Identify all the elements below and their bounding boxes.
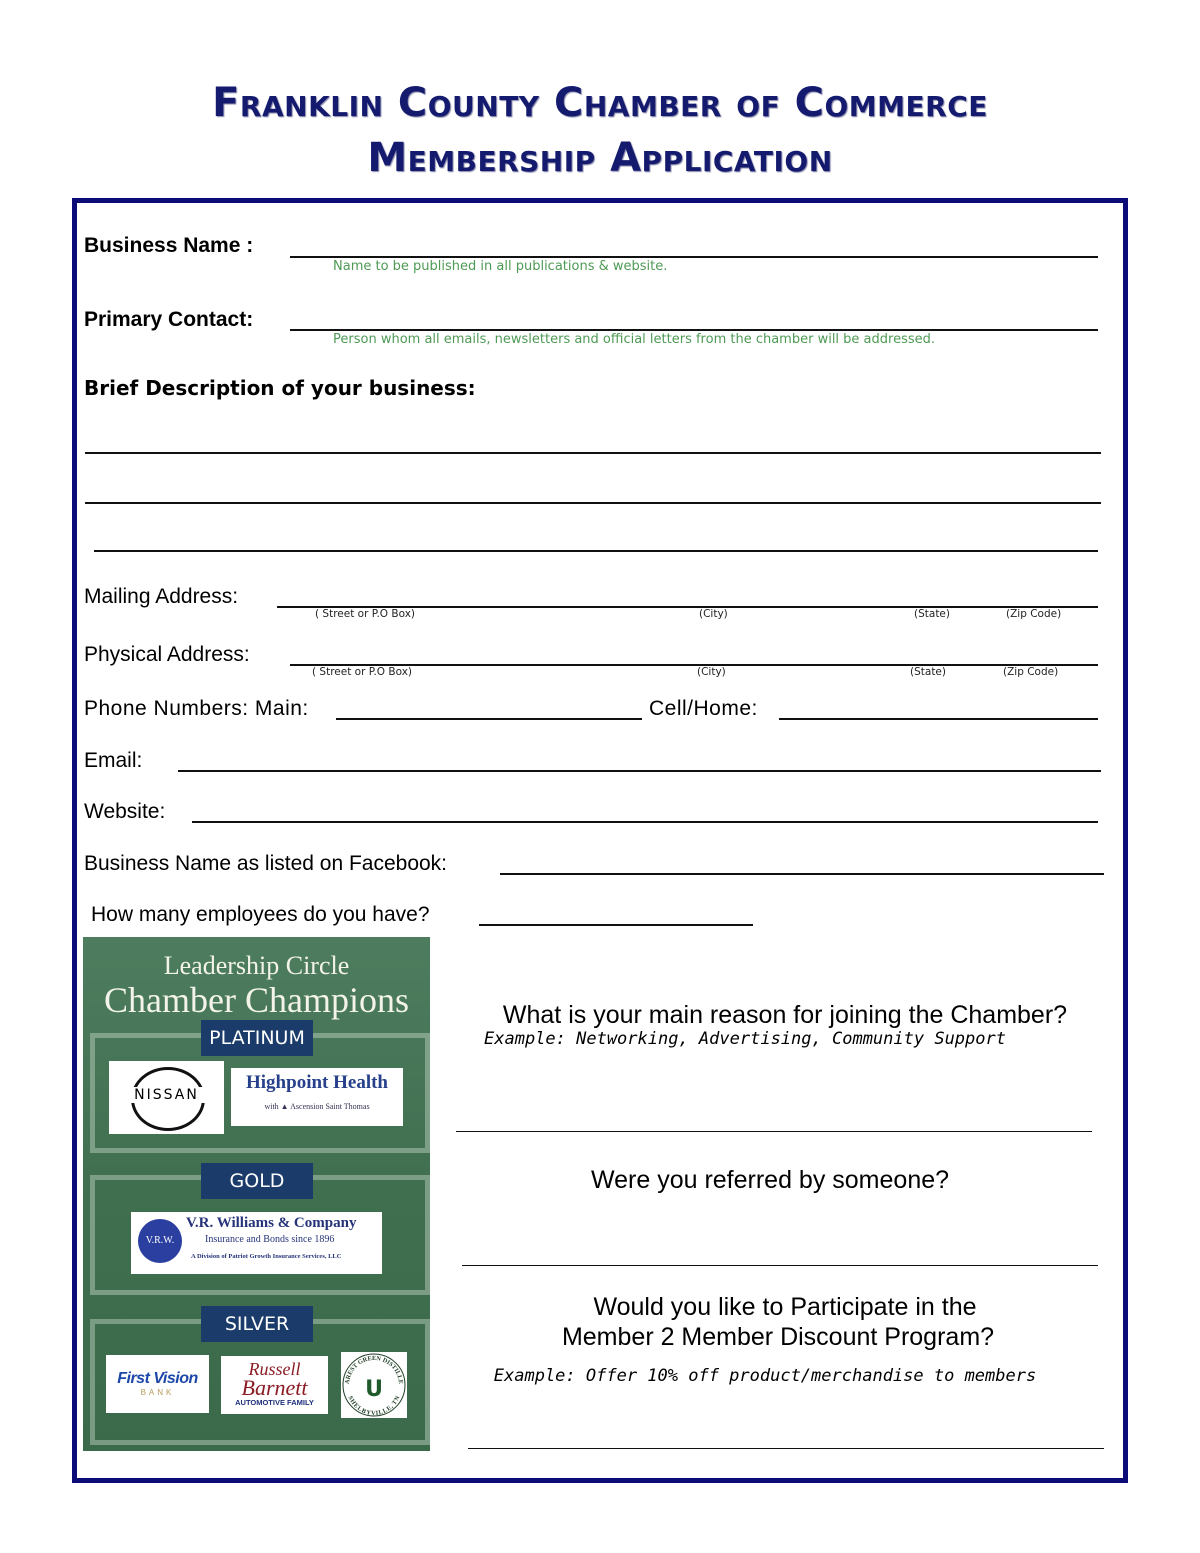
title-line-1: Franklin County Chamber of Commerce [212, 80, 988, 126]
automotive-family-text: AUTOMOTIVE FAMILY [235, 1398, 314, 1407]
vr-williams-text: V.R. Williams & Company [186, 1215, 357, 1231]
reason-answer-field[interactable] [456, 1131, 1092, 1132]
vrw-seal: V.R.W. [138, 1219, 182, 1263]
barnett-text: Barnett [241, 1375, 308, 1400]
highpoint-health-text: Highpoint Health [246, 1072, 388, 1093]
question-m2m-line1: Would you like to Participate in the [593, 1293, 977, 1321]
chamber-champions-graphic [83, 937, 430, 1451]
highpoint-health-logo: Highpoint Health with ▲ Ascension Saint Thomas [231, 1068, 403, 1126]
first-vision-text: First Vision [117, 1370, 198, 1387]
tier-silver: SILVER [201, 1306, 313, 1342]
phone-main-label: Phone Numbers: Main: [84, 697, 309, 720]
email-field[interactable] [178, 770, 1101, 772]
primary-contact-field[interactable] [290, 329, 1098, 331]
physical-state-caption: (State) [910, 666, 946, 678]
description-line-2[interactable] [85, 502, 1101, 504]
m2m-answer-field[interactable] [468, 1448, 1104, 1449]
business-name-label: Business Name : [84, 234, 254, 257]
nissan-logo [109, 1061, 224, 1134]
mailing-state-caption: (State) [914, 608, 950, 620]
russell-text: Russell [248, 1359, 301, 1379]
business-name-hint: Name to be published in all publications & website. [333, 259, 668, 274]
title-line-2: Membership Application [367, 135, 833, 181]
distillery-name-text: AREST GREEN DISTILLE [343, 1354, 405, 1385]
mailing-zip-caption: (Zip Code) [1006, 608, 1062, 620]
physical-street-caption: ( Street or P.O Box) [312, 666, 413, 678]
tier-gold: GOLD [201, 1163, 313, 1199]
employees-field[interactable] [479, 924, 753, 926]
phone-main-field[interactable] [336, 718, 642, 720]
website-label: Website: [84, 800, 166, 823]
facebook-label: Business Name as listed on Facebook: [84, 852, 448, 875]
phone-cell-label: Cell/Home: [649, 697, 758, 720]
vr-williams-division: A Division of Patriot Growth Insurance Services, LLC [191, 1253, 342, 1260]
phone-cell-field[interactable] [779, 718, 1098, 720]
question-m2m-example: Example: Offer 10% off product/merchandise to members [493, 1366, 1037, 1386]
russell-barnett-logo [221, 1356, 328, 1414]
email-label: Email: [84, 749, 143, 772]
primary-contact-hint: Person whom all emails, newsletters and official letters from the chamber will be addressed. [333, 332, 936, 347]
first-vision-bank-logo [106, 1355, 209, 1413]
question-reason: What is your main reason for joining the Chamber? [502, 1001, 1068, 1029]
bank-text: BANK [140, 1388, 175, 1397]
primary-contact-label: Primary Contact: [84, 308, 254, 331]
physical-city-caption: (City) [697, 666, 726, 678]
mailing-city-caption: (City) [699, 608, 728, 620]
nissan-text: NISSAN [109, 1087, 224, 1103]
description-label: Brief Description of your business: [84, 376, 476, 400]
physical-zip-caption: (Zip Code) [1003, 666, 1059, 678]
vr-williams-tagline: Insurance and Bonds since 1896 [205, 1234, 335, 1245]
vr-williams-logo [131, 1212, 382, 1274]
question-reason-example: Example: Networking, Advertising, Community Support [484, 1029, 1006, 1049]
physical-address-label: Physical Address: [84, 643, 250, 666]
description-line-1[interactable] [85, 452, 1101, 454]
nearest-green-distillery-logo [341, 1352, 407, 1418]
mailing-street-caption: ( Street or P.O Box) [315, 608, 416, 620]
employees-label: How many employees do you have? [91, 903, 430, 926]
with-text: with [264, 1102, 279, 1111]
business-name-field[interactable] [290, 256, 1098, 258]
website-field[interactable] [192, 821, 1098, 823]
referred-answer-field[interactable] [462, 1265, 1098, 1266]
question-m2m-line2: Member 2 Member Discount Program? [561, 1323, 995, 1351]
description-line-3[interactable] [94, 550, 1098, 552]
tier-platinum: PLATINUM [201, 1020, 313, 1056]
facebook-field[interactable] [500, 873, 1104, 875]
promo-title-2: Chamber Champions [104, 980, 409, 1020]
distillery-seal [341, 1352, 407, 1418]
mailing-address-label: Mailing Address: [84, 585, 239, 608]
horseshoe-icon: U [365, 1377, 383, 1402]
distillery-location-text: SHELBYVILLE, TN [346, 1394, 402, 1418]
ascension-text: Ascension Saint Thomas [290, 1102, 370, 1111]
question-referred: Were you referred by someone? [590, 1166, 950, 1194]
promo-title-1: Leadership Circle [163, 951, 350, 980]
